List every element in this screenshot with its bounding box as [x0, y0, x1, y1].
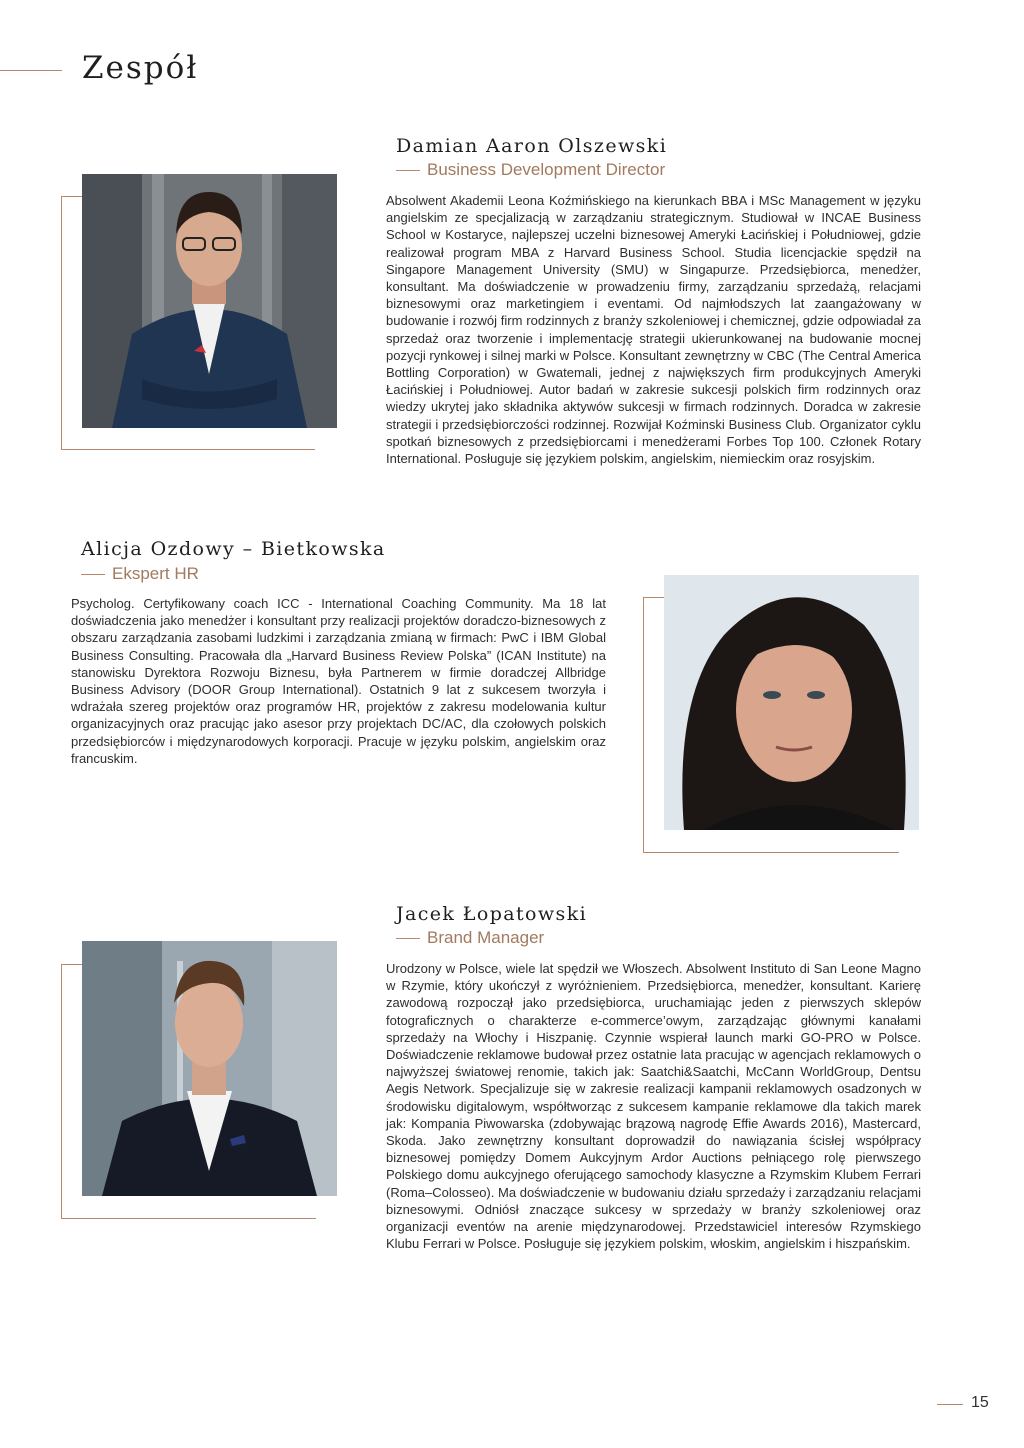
member-photo-jacek — [82, 941, 337, 1196]
member-role — [396, 928, 544, 948]
member-role-label: Ekspert HR — [112, 564, 199, 583]
member-name: Jacek Łopatowski — [396, 903, 588, 925]
member-bio: Absolwent Akademii Leona Koźmińskiego na kierunkach BBA i MSc Management w języku angielskim ze specjalizacją w zarządzaniu strategicznym. Studiował w INCAE Business School w Kostaryce, najlepszej uczelni biznesowej Ameryki Łacińskiej i Południowej, gdzie realizował program MBA z Harvard Business School. Studia licencjackie spędził na Singapore Management University (SMU) w Singapurze. Przedsiębiorca, menedżer, konsultant. Ma doświadczenie w prowadzeniu firmy, zarządzaniu sprzedażą, relacjami biznesowymi oraz marketingiem i eventami. Od najmłodszych lat zaangażowany w budowanie i rozwój firm rodzinnych z branży szkoleniowej i chemicznej, gdzie odpowiadał za sprzedaż oraz tworzenie i implementację strategii ukierunkowanej na budowanie mocnej pozycji rynkowej i silnej marki w Polsce. Konsultant zewnętrzny w CBC (The Central America Bottling Corporation) w Gwatemali, jednej z największych firm produkcyjnych Ameryki Łacińskiej i Południowej. Autor badań w zakresie sukcesji polskich firm rodzinnych oraz wiedzy ukrytej jako składnika aktywów sukcesji w firmach rodzinnych. Doradca w zakresie strategii i przedsiębiorczości rodzinnej. Rozwijał Koźminski Business Club. Organizator cyklu spotkań biznesowych z przedsiębiorcami i menedżerami Forbes Top 100. Członek Rotary International. Posługuje się językiem polskim, angielskim, niemieckim oraz rosyjskim. — [386, 193, 921, 467]
page-title: Zespół — [82, 50, 199, 86]
role-dash — [81, 574, 105, 575]
member-bio: Urodzony w Polsce, wiele lat spędził we Włoszech. Absolwent Instituto di San Leone Magno w Rzymie, który ukończył z wyróżnieniem. Przedsiębiorca, menedżer, konsultant. Karierę zawodową rozpoczął jako przedsiębiorca, uruchamiając jeden z pierwszych sklepów fotograficznych o charakterze e-commerce’owym, zarządzając głównymi kanałami sprzedaży na Włochy i Hiszpanię. Czynnie wspierał launch marki GO-PRO w Polsce. Doświadczenie reklamowe budował przez ostatnie lata pracując w agencjach reklamowych o najwyższej światowej renomie, takich jak: Saatchi&Saatchi, McCann WorldGroup, Dentsu Aegis Network. Specjalizuje się w zakresie realizacji kampanii reklamowych osadzonych w środowisku digitalowym, współtworząc z sukcesem kampanie reklamowe dla takich marek jak: Kompania Piwowarska (zdobywając brązową nagrodę Effie Awards 2016), Mastercard, Skoda. Jako zewnętrzny konsultant doprowadził do nawiązania ścisłej współpracy biznesowej pomiędzy Domem Aukcyjnym Ardor Auctions pełniącego rolę pierwszego Polskiego domu aukcyjnego oferującego samochody klasyczne a Rzymskim Klubem Ferrari (Roma–Colosseo). Ma doświadczenie w budowaniu działu sprzedaży i zarządzaniu relacjami biznesowymi. Odniósł znaczące sukcesy w sprzedaży w branży szkoleniowej oraz organizacji eventów na arenie międzynarodowej. Przedstawiciel interesów Rzymskiego Klubu Ferrari w Polsce. Posługuje się językiem polskim, włoskim, angielskim i hiszpańskim. — [386, 961, 921, 1252]
member-name: Alicja Ozdowy – Bietkowska — [81, 538, 386, 560]
role-dash — [396, 938, 420, 939]
role-dash — [396, 170, 420, 171]
member-bio: Psycholog. Certyfikowany coach ICC - International Coaching Community. Ma 18 lat doświadczenia jako menedżer i konsultant przy realizacji projektów doradczo-biznesowych z obszaru zarządzania zasobami ludzkimi i zarządzania zmianą w firmach: PwC i IBM Global Business Consulting. Pracowała dla „Harvard Business Review Polska” (ICAN Institute) na stanowisku Dyrektora Rozwoju Biznesu, była Partnerem w firmie doradczej Allbridge Business Advisory (DOOR Group International). Ostatnich 9 lat z sukcesem tworzyła i wdrażała szereg projektów oraz programów HR, projektów z zakresu modelowania kultur organizacyjnych oraz pracując jako asesor przy projektach DC/AC, dla czołowych polskich przedsiębiorców i międzynarodowych korporacji. Pracuje w języku polskim, angielskim oraz francuskim. — [71, 596, 606, 766]
member-role — [81, 564, 199, 584]
page-number: 15 — [971, 1394, 989, 1411]
member-photo-damian — [82, 174, 337, 428]
member-photo-alicja — [664, 575, 919, 830]
member-role — [396, 160, 665, 180]
page-number-rule — [937, 1404, 963, 1405]
title-rule — [0, 70, 62, 71]
member-role-label: Brand Manager — [427, 928, 545, 947]
member-role-label: Business Development Director — [427, 160, 666, 179]
member-name: Damian Aaron Olszewski — [396, 135, 668, 157]
